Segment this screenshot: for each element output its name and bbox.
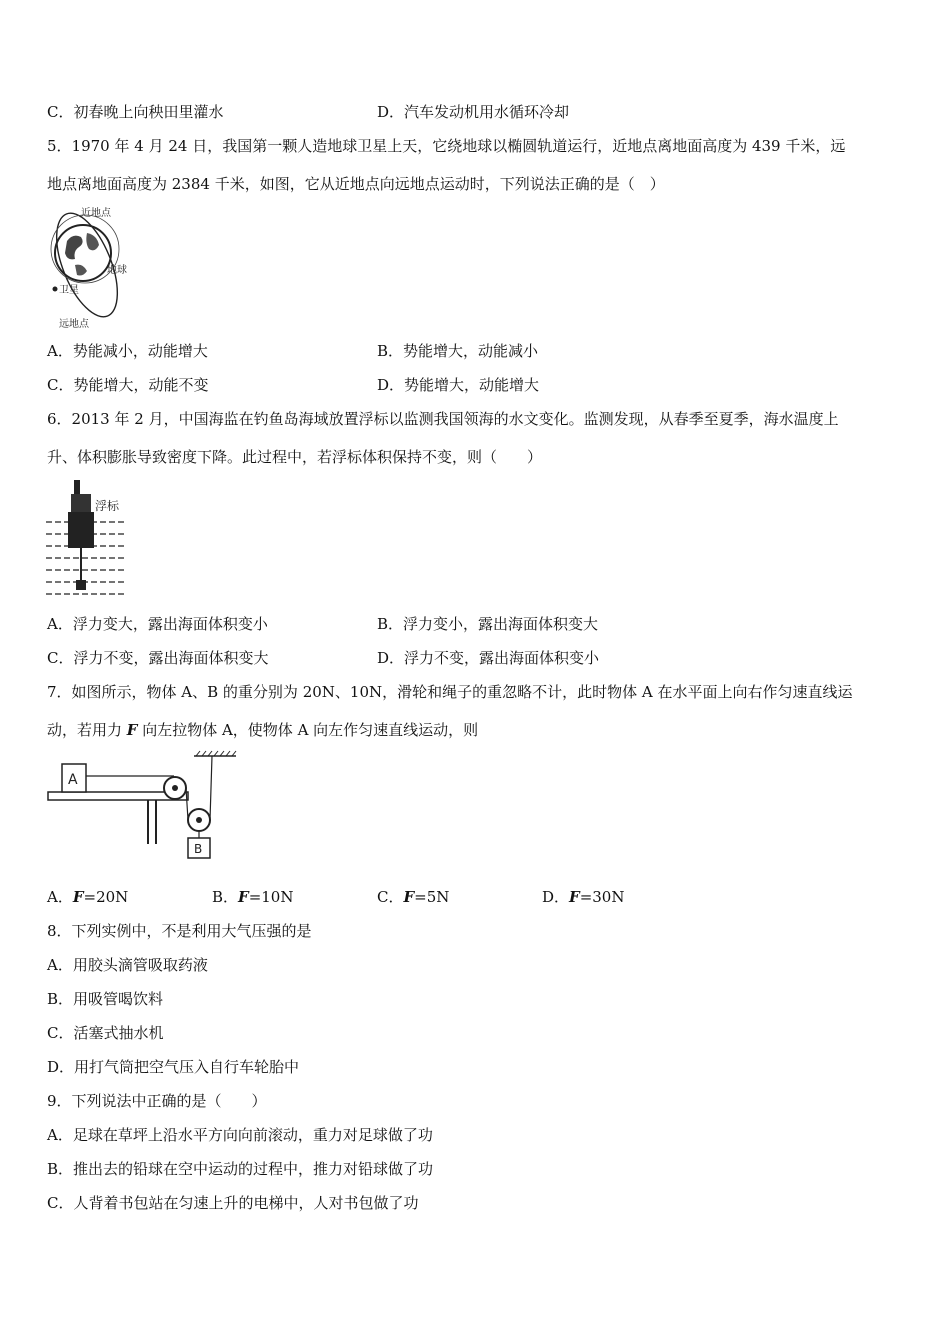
- q5-stem-line1: 5．1970 年 4 月 24 日，我国第一颗人造地球卫星上天，它绕地球以椭圆轨道运行，近地点离地面高度为 439 千米，远: [47, 137, 846, 155]
- block-b-label: B: [194, 842, 203, 856]
- q5-option-c: C．势能增大，动能不变: [47, 376, 209, 394]
- buoy-top: [71, 494, 91, 512]
- force-variable: F: [126, 721, 138, 739]
- fixed-pulley-axle: [172, 785, 178, 791]
- movable-pulley-axle: [196, 817, 202, 823]
- q7-stem-line1: 7．如图所示，物体 A、B 的重分别为 20N、10N，滑轮和绳子的重忽略不计，此时物体 A 在水平面上向右作匀速直线运: [47, 683, 853, 701]
- force-variable: F: [238, 888, 249, 906]
- q5-option-a: A．势能减小，动能增大: [47, 342, 208, 360]
- q6-option-c: C．浮力不变，露出海面体积变大: [47, 649, 269, 667]
- q9-option-c: C．人背着书包站在匀速上升的电梯中，人对书包做了功: [47, 1194, 419, 1212]
- q6-stem-line1: 6．2013 年 2 月，中国海监在钓鱼岛海域放置浮标以监测我国领海的水文变化。监测发现，从春季至夏季，海水温度上: [47, 410, 839, 428]
- force-variable: F: [72, 888, 84, 906]
- option-value: =10N: [248, 888, 294, 906]
- option-value: =5N: [414, 888, 450, 906]
- q7-option-a: [47, 887, 128, 907]
- pulley-figure: [44, 750, 244, 865]
- satellite-dot: [53, 287, 58, 292]
- q4-option-c: C．初春晚上向秧田里灌水: [47, 103, 224, 121]
- option-letter: B．: [212, 888, 239, 906]
- q7-option-b: [212, 887, 293, 907]
- continent-shape: [75, 265, 87, 276]
- q9-stem: 9．下列说法中正确的是（ ）: [47, 1092, 267, 1110]
- buoy-antenna: [74, 480, 80, 494]
- satellite-orbit-figure: [45, 203, 140, 331]
- satellite-label: 卫星: [59, 285, 79, 296]
- q7-stem-line2: [47, 720, 478, 740]
- q7-stem-post: 向左拉物体 A，使物体 A 向左作匀速直线运动，则: [137, 721, 479, 739]
- option-letter: A．: [47, 888, 73, 906]
- q8-option-c: C．活塞式抽水机: [47, 1024, 164, 1042]
- q5-stem-line2: 地点离地面高度为 2384 千米，如图，它从近地点向远地点运动时，下列说法正确的是（ ）: [47, 175, 665, 193]
- q5-option-d: D．势能增大，动能增大: [377, 376, 540, 394]
- q4-option-d: D．汽车发动机用水循环冷却: [377, 103, 570, 121]
- buoy-figure: [44, 478, 126, 598]
- q6-option-a: A．浮力变大，露出海面体积变小: [47, 615, 268, 633]
- q8-option-b: B．用吸管喝饮料: [47, 990, 164, 1008]
- near-point-label: 近地点: [81, 208, 111, 219]
- far-point-label: 远地点: [59, 319, 89, 330]
- force-variable: F: [569, 888, 580, 906]
- q6-option-d: D．浮力不变，露出海面体积变小: [377, 649, 600, 667]
- earth-label: 地球: [107, 265, 127, 276]
- q7-option-c: [377, 887, 449, 907]
- option-letter: D．: [542, 888, 570, 906]
- q5-option-b: B．势能增大，动能减小: [377, 342, 539, 360]
- rope: [210, 756, 212, 820]
- force-variable: F: [403, 888, 415, 906]
- option-letter: C．: [377, 888, 404, 906]
- block-a-label: A: [68, 772, 78, 788]
- q9-option-b: B．推出去的铅球在空中运动的过程中，推力对铅球做了功: [47, 1160, 434, 1178]
- q9-option-a: A．足球在草坪上沿水平方向向前滚动，重力对足球做了功: [47, 1126, 433, 1144]
- continent-shape: [86, 233, 99, 250]
- q7-option-d: [542, 887, 624, 907]
- q7-stem-pre: 动，若用力: [47, 721, 127, 739]
- continent-shape: [65, 236, 83, 260]
- q6-option-b: B．浮力变小，露出海面体积变大: [377, 615, 599, 633]
- option-value: =20N: [83, 888, 129, 906]
- buoy-label: 浮标: [95, 499, 120, 513]
- q6-stem-line2: 升、体积膨胀导致密度下降。此过程中，若浮标体积保持不变，则（ ）: [47, 448, 543, 466]
- buoy-body: [68, 512, 94, 548]
- q8-option-a: A．用胶头滴管吸取药液: [47, 956, 208, 974]
- option-value: =30N: [579, 888, 625, 906]
- q8-stem: 8．下列实例中，不是利用大气压强的是: [47, 922, 312, 940]
- q8-option-d: D．用打气筒把空气压入自行车轮胎中: [47, 1058, 300, 1076]
